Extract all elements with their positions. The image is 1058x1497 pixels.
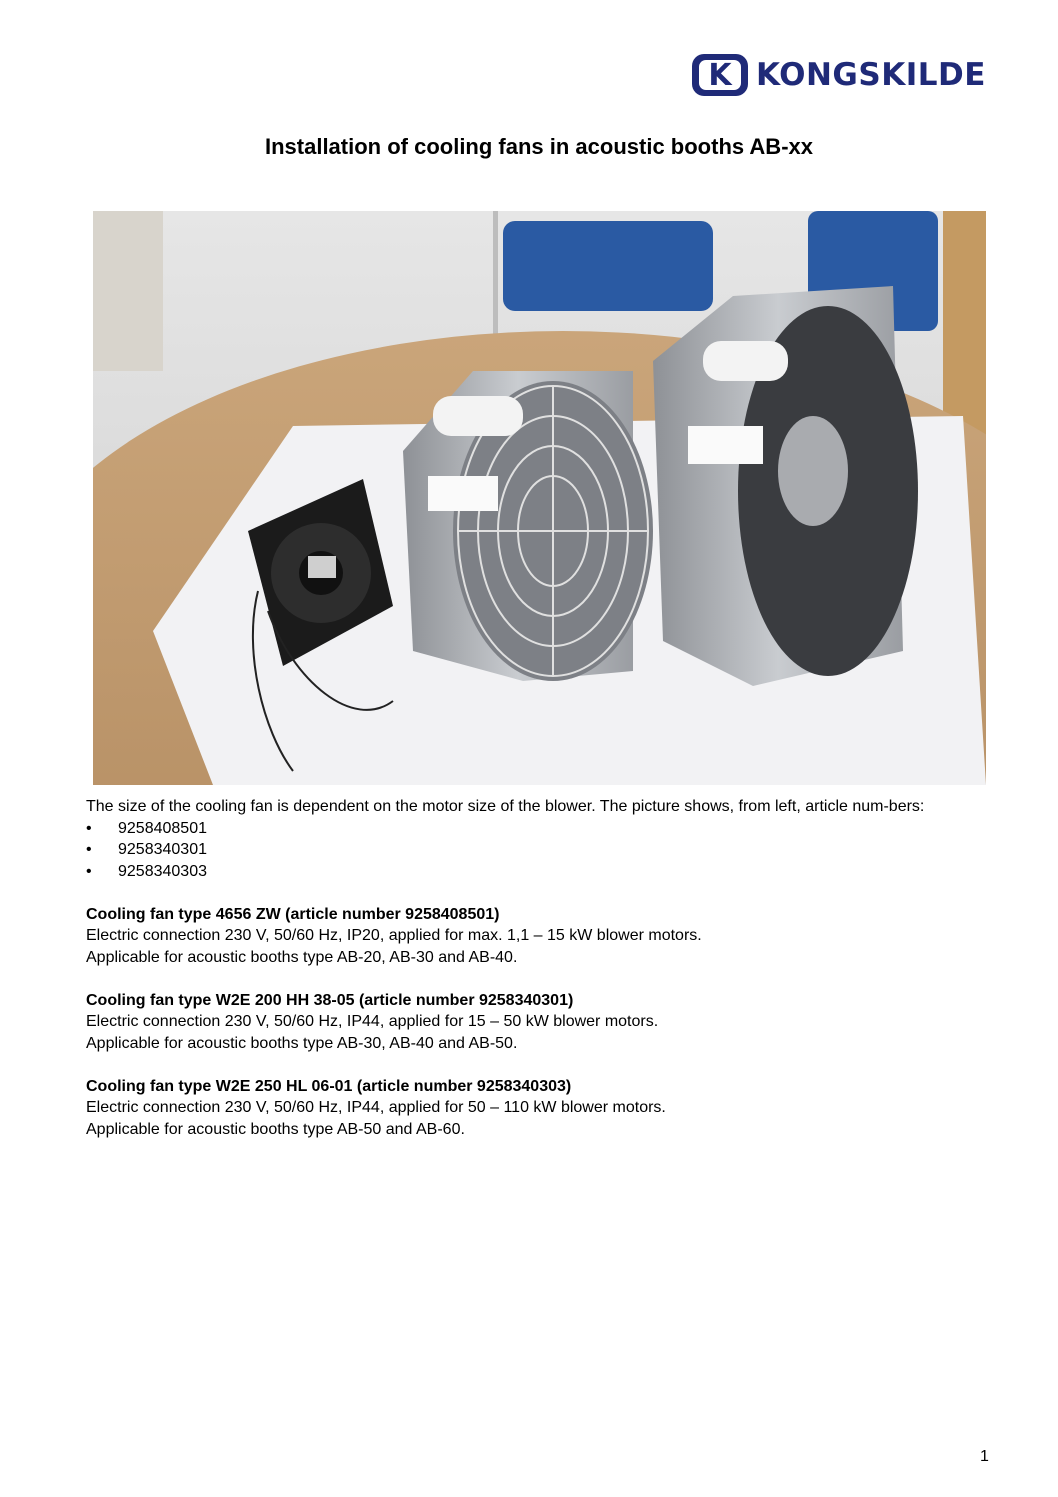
- fan-section: [86, 904, 991, 969]
- section-heading: Cooling fan type W2E 200 HH 38-05 (article number 9258340301): [86, 991, 574, 1009]
- list-item: • 9258340301: [86, 839, 991, 861]
- electric-connection-text: Electric connection 230 V, 50/60 Hz, IP20, applied for max. 1,1 – 15 kW blower motors.: [86, 927, 702, 944]
- list-item: • 9258340303: [86, 861, 991, 883]
- medium-grille-fan: [403, 371, 653, 681]
- kongskilde-logo-icon: [690, 52, 750, 98]
- body-text: [86, 796, 991, 1140]
- logo-mark-letter: K: [708, 58, 732, 93]
- applicable-text: Applicable for acoustic booths type AB-50 and AB-60.: [86, 1120, 465, 1138]
- article-list: [86, 818, 991, 883]
- cooling-fans-photo: [93, 211, 986, 785]
- page-title: Installation of cooling fans in acoustic booths AB-xx: [264, 134, 813, 159]
- page-number: 1: [980, 1448, 989, 1465]
- logo-text: KONGSKILDE: [756, 57, 986, 93]
- electric-connection-text: Electric connection 230 V, 50/60 Hz, IP44, applied for 15 – 50 kW blower motors.: [86, 1013, 659, 1030]
- company-logo: [690, 52, 986, 98]
- applicable-text: Applicable for acoustic booths type AB-20, AB-30 and AB-40.: [86, 948, 518, 966]
- section-heading: Cooling fan type 4656 ZW (article number 9258408501): [86, 905, 500, 923]
- applicable-text: Applicable for acoustic booths type AB-30, AB-40 and AB-50.: [86, 1034, 518, 1052]
- electric-connection-text: Electric connection 230 V, 50/60 Hz, IP44, applied for 50 – 110 kW blower motors.: [86, 1099, 666, 1116]
- section-heading: Cooling fan type W2E 250 HL 06-01 (article number 9258340303): [86, 1077, 572, 1095]
- large-fan: [653, 286, 918, 686]
- fan-section: [86, 1076, 991, 1141]
- fan-section: [86, 990, 991, 1055]
- intro-paragraph: The size of the cooling fan is dependent on the motor size of the blower. The picture shows, from left, article num-bers:: [86, 798, 925, 815]
- list-item: • 9258408501: [86, 818, 991, 840]
